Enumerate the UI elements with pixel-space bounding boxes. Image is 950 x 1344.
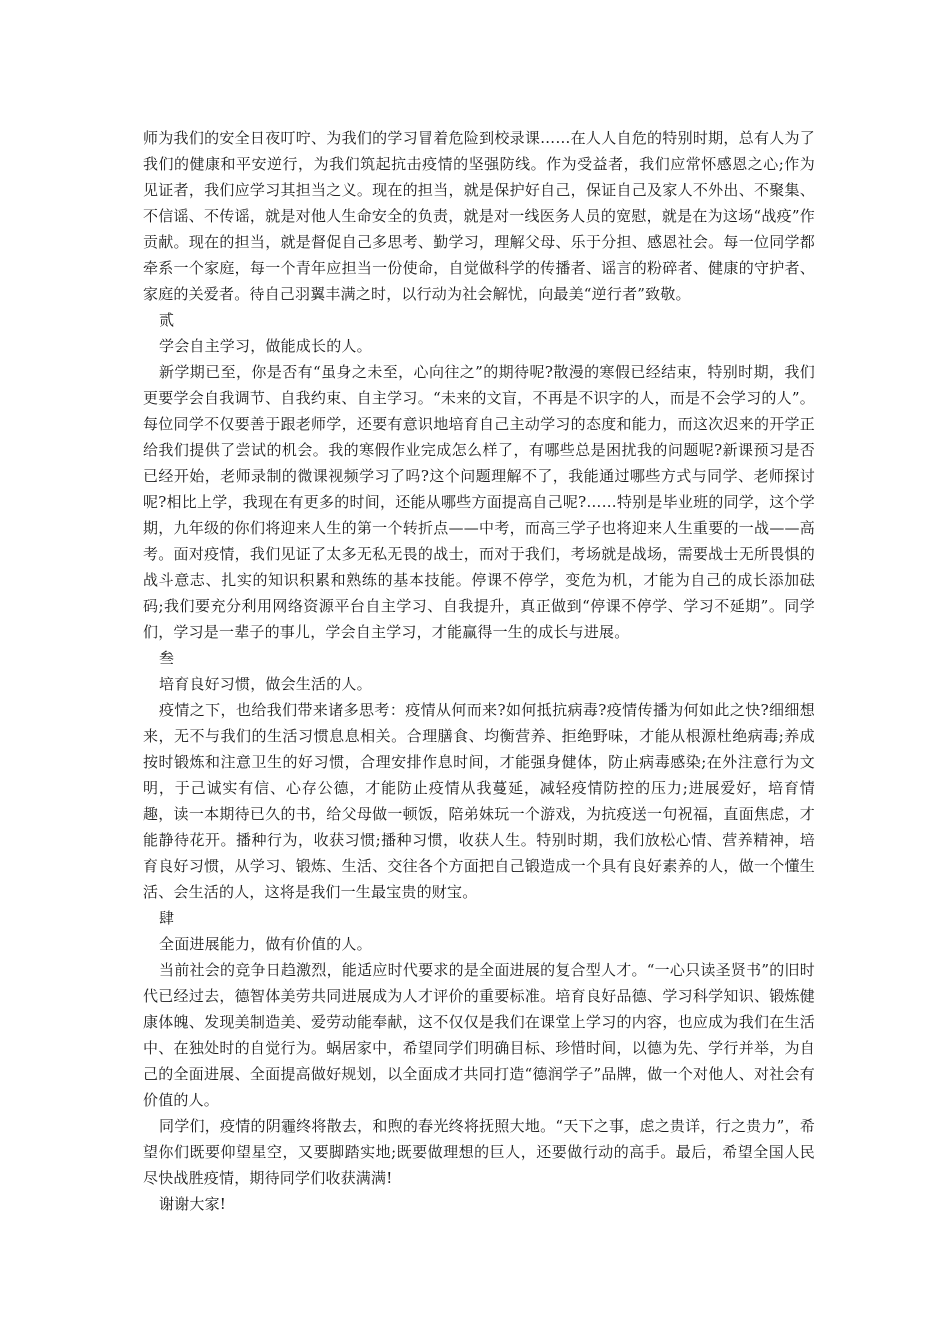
section-subtitle-4: 全面进展能力，做有价值的人。: [159, 935, 372, 953]
section-heading-2: 贰: [159, 311, 175, 329]
paragraph-intro: 师为我们的安全日夜叮咛、为我们的学习冒着危险到校录课……在人人自危的特别时期，总有人为了我们的健康和平安逆行，为我们筑起抗击疫情的坚强防线。作为受益者，我们应常怀感恩之心;作为见证者，我们应学习其担当之义。现在的担当，就是保护好自己，保证自己及家人不外出、不聚集、不信谣、不传谣，就是对他人生命安全的负责，就是对一线医务人员的宽慰，就是在为这场“战疫”作贡献。现在的担当，就是督促自己多思考、勤学习，理解父母、乐于分担、感恩社会。每一位同学都牵系一个家庭，每一个青年应担当一份使命，自觉做科学的传播者、谣言的粉碎者、健康的守护者、家庭的关爱者。待自己羽翼丰满之时，以行动为社会解忧，向最美“逆行者”致敬。: [143, 129, 815, 303]
paragraph-section-3: 疫情之下，也给我们带来诸多思考：疫情从何而来?如何抵抗病毒?疫情传播为何如此之快?细细想来，无不与我们的生活习惯息息相关。合理膳食、均衡营养、拒绝野味，才能从根源杜绝病毒;养成按时锻炼和注意卫生的好习惯，合理安排作息时间，才能强身健体，防止病毒感染;在外注意行为文明，于己诚实有信、心存公德，才能防止疫情从我蔓延，减轻疫情防控的压力;进展爱好，培育情趣，读一本期待已久的书，给父母做一顿饭，陪弟妹玩一个游戏，为抗疫送一句祝福，直面焦虑，才能静待花开。播种行为，收获习惯;播种习惯，收获人生。特别时期，我们放松心情、营养精神，培育良好习惯，从学习、锻炼、生活、交往各个方面把自己锻造成一个具有良好素养的人，做一个懂生活、会生活的人，这将是我们一生最宝贵的财宝。: [143, 701, 815, 901]
section-heading-3: 叁: [159, 649, 175, 667]
section-subtitle-3: 培育良好习惯，做会生活的人。: [159, 675, 372, 693]
paragraph-section-2: 新学期已至，你是否有“虽身之未至，心向往之”的期待呢?散漫的寒假已经结束，特别时期，我们更要学会自我调节、自我约束、自主学习。“未来的文盲，不再是不识字的人，而是不会学习的人”。每位同学不仅要善于跟老师学，还要有意识地培育自己主动学习的态度和能力，而这次迟来的开学正给我们提供了尝试的机会。我的寒假作业完成怎么样了，有哪些总是困扰我的问题呢?新课预习是否已经开始，老师录制的微课视频学习了吗?这个问题理解不了，我能通过哪些方式与同学、老师探讨呢?相比上学，我现在有更多的时间，还能从哪些方面提高自己呢?……特别是毕业班的同学，这个学期，九年级的你们将迎来人生的第一个转折点——中考，而高三学子也将迎来人生重要的一战——高考。面对疫情，我们见证了太多无私无畏的战士，而对于我们，考场就是战场，需要战士无所畏惧的战斗意志、扎实的知识积累和熟练的基本技能。停课不停学，变危为机，才能为自己的成长添加砝码;我们要充分利用网络资源平台自主学习、自我提升，真正做到“停课不停学、学习不延期”。同学们，学习是一辈子的事儿，学会自主学习，才能赢得一生的成长与进展。: [143, 363, 815, 641]
section-subtitle-2: 学会自主学习，做能成长的人。: [159, 337, 372, 355]
paragraph-closing: 同学们，疫情的阴霾终将散去，和煦的春光终将抚照大地。“天下之事，虑之贵详，行之贵力”，希望你们既要仰望星空，又要脚踏实地;既要做理想的巨人，还要做行动的高手。最后，希望全国人民尽快战胜疫情，期待同学们收获满满!: [143, 1117, 815, 1187]
paragraph-thanks: 谢谢大家!: [159, 1195, 227, 1213]
paragraph-section-4: 当前社会的竞争日趋激烈，能适应时代要求的是全面进展的复合型人才。“一心只读圣贤书”的旧时代已经过去，德智体美劳共同进展成为人才评价的重要标准。培育良好品德、学习科学知识、锻炼健康体魄、发现美制造美、爱劳动能奉献，这不仅仅是我们在课堂上学习的内容，也应成为我们在生活中、在独处时的自觉行为。蜗居家中，希望同学们明确目标、珍惜时间，以德为先、学行并举，为自己的全面进展、全面提高做好规划，以全面成才共同打造“德润学子”品牌，做一个对他人、对社会有价值的人。: [143, 961, 815, 1109]
document-body: [143, 125, 815, 1217]
section-heading-4: 肆: [159, 909, 175, 927]
